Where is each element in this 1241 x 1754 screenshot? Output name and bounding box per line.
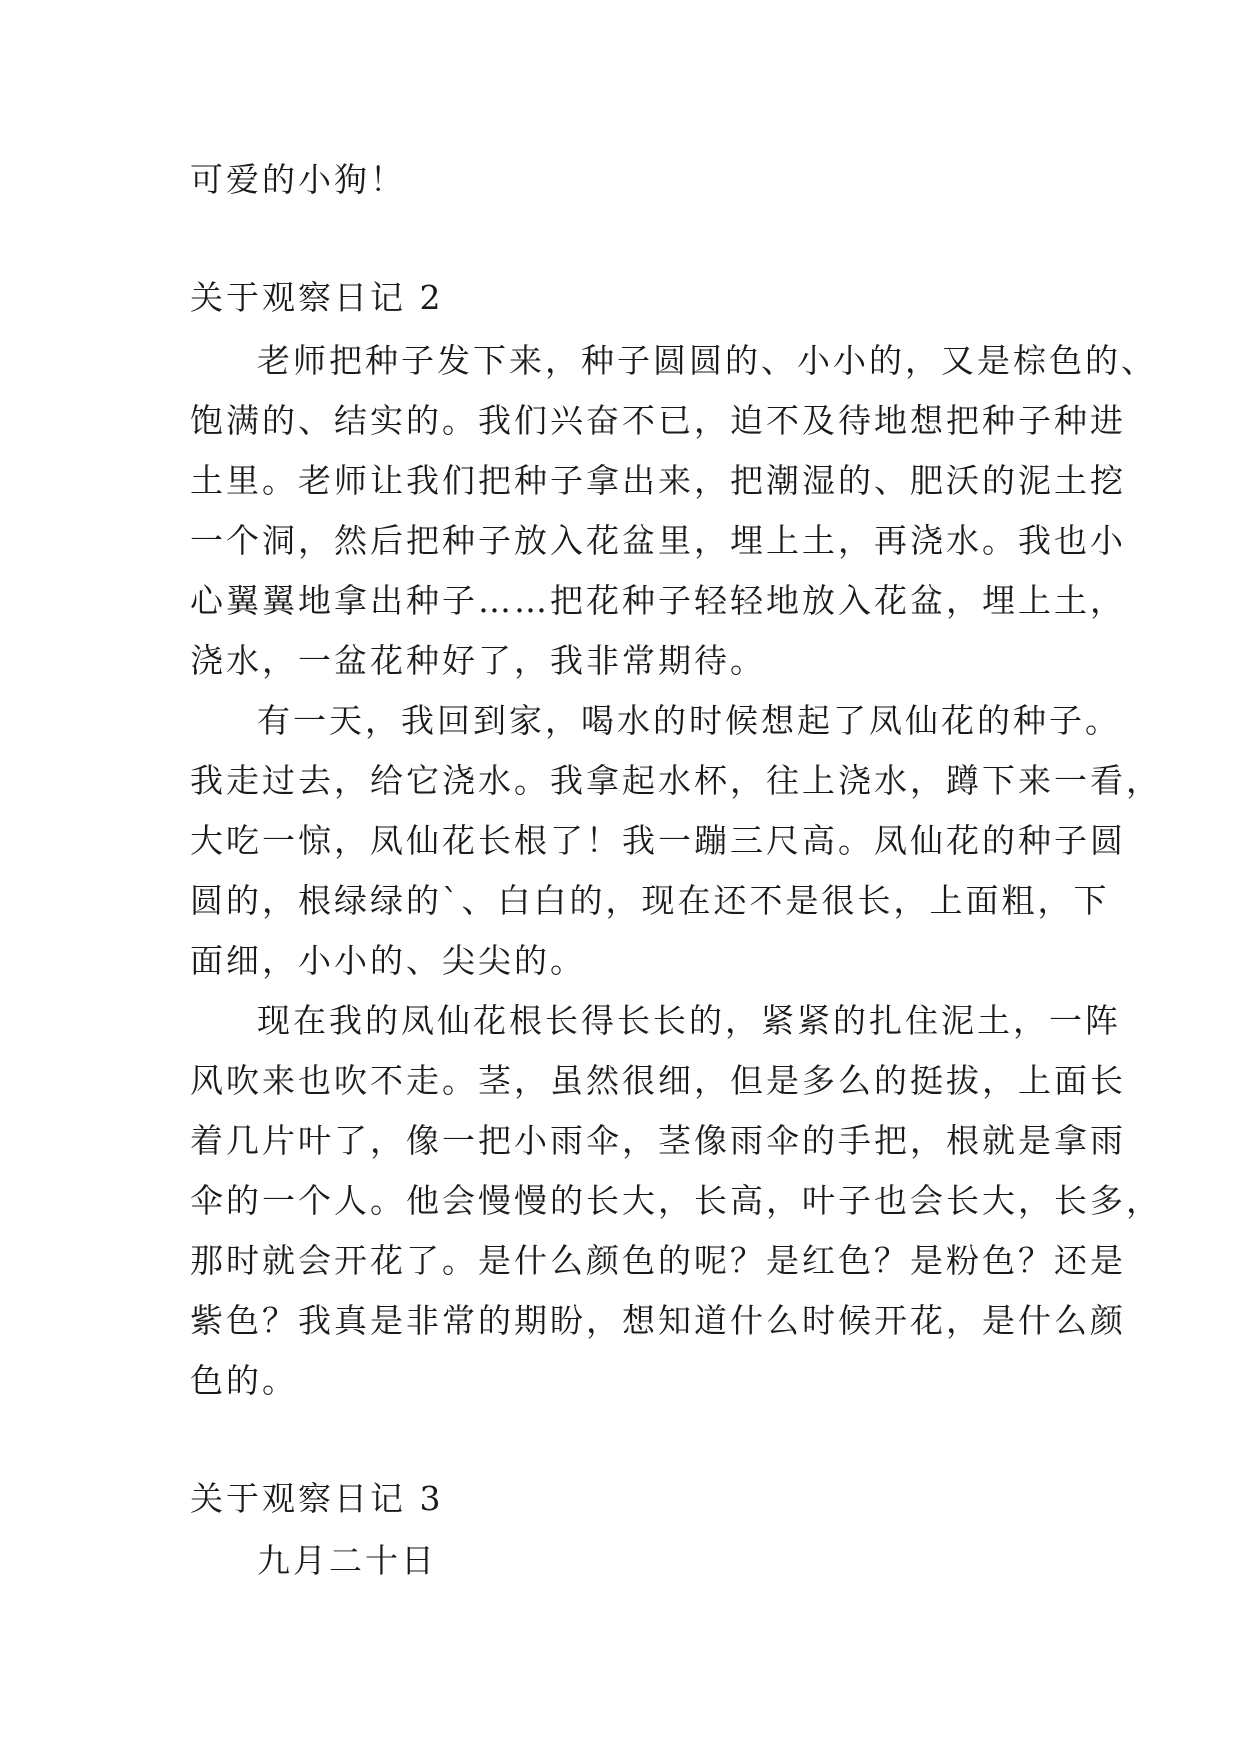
paragraph-line: 着几片叶了，像一把小雨伞，茎像雨伞的手把，根就是拿雨 [190,1121,1126,1160]
paragraph-line: 风吹来也吹不走。茎，虽然很细，但是多么的挺拔，上面长 [190,1061,1126,1100]
paragraph-line: 土里。老师让我们把种子拿出来，把潮湿的、肥沃的泥土挖 [190,461,1126,500]
paragraph-line: 一个洞，然后把种子放入花盆里，埋上土，再浇水。我也小 [190,521,1126,560]
closing-line: 可爱的小狗！ [190,160,406,199]
paragraph-line: 那时就会开花了。是什么颜色的呢？是红色？是粉色？还是 [190,1241,1126,1280]
paragraph-line: 饱满的、结实的。我们兴奋不已，迫不及待地想把种子种进 [190,401,1126,440]
paragraph-line: 紫色？我真是非常的期盼，想知道什么时候开花，是什么颜 [190,1301,1126,1340]
paragraph-line: 伞的一个人。他会慢慢的长大，长高，叶子也会长大，长多， [190,1181,1162,1220]
paragraph-line: 浇水，一盆花种好了，我非常期待。 [190,641,766,680]
paragraph-line: 我走过去，给它浇水。我拿起水杯，往上浇水，蹲下来一看， [190,761,1162,800]
paragraph-line: 老师把种子发下来，种子圆圆的、小小的，又是棕色的、 [257,341,1157,380]
paragraph-line: 圆的，根绿绿的`、白白的，现在还不是很长，上面粗，下 [190,881,1110,920]
paragraph-line: 有一天，我回到家，喝水的时候想起了凤仙花的种子。 [257,701,1121,740]
paragraph-line: 心翼翼地拿出种子……把花种子轻轻地放入花盆，埋上土， [190,581,1126,620]
paragraph-line: 色的。 [190,1361,298,1400]
paragraph-line: 现在我的凤仙花根长得长长的，紧紧的扎住泥土，一阵 [257,1001,1121,1040]
section-title-2: 关于观察日记 2 [190,278,444,317]
section-title-3: 关于观察日记 3 [190,1479,444,1518]
paragraph-line: 面细，小小的、尖尖的。 [190,941,586,980]
date-line: 九月二十日 [257,1541,437,1580]
paragraph-line: 大吃一惊，凤仙花长根了！我一蹦三尺高。凤仙花的种子圆 [190,821,1126,860]
